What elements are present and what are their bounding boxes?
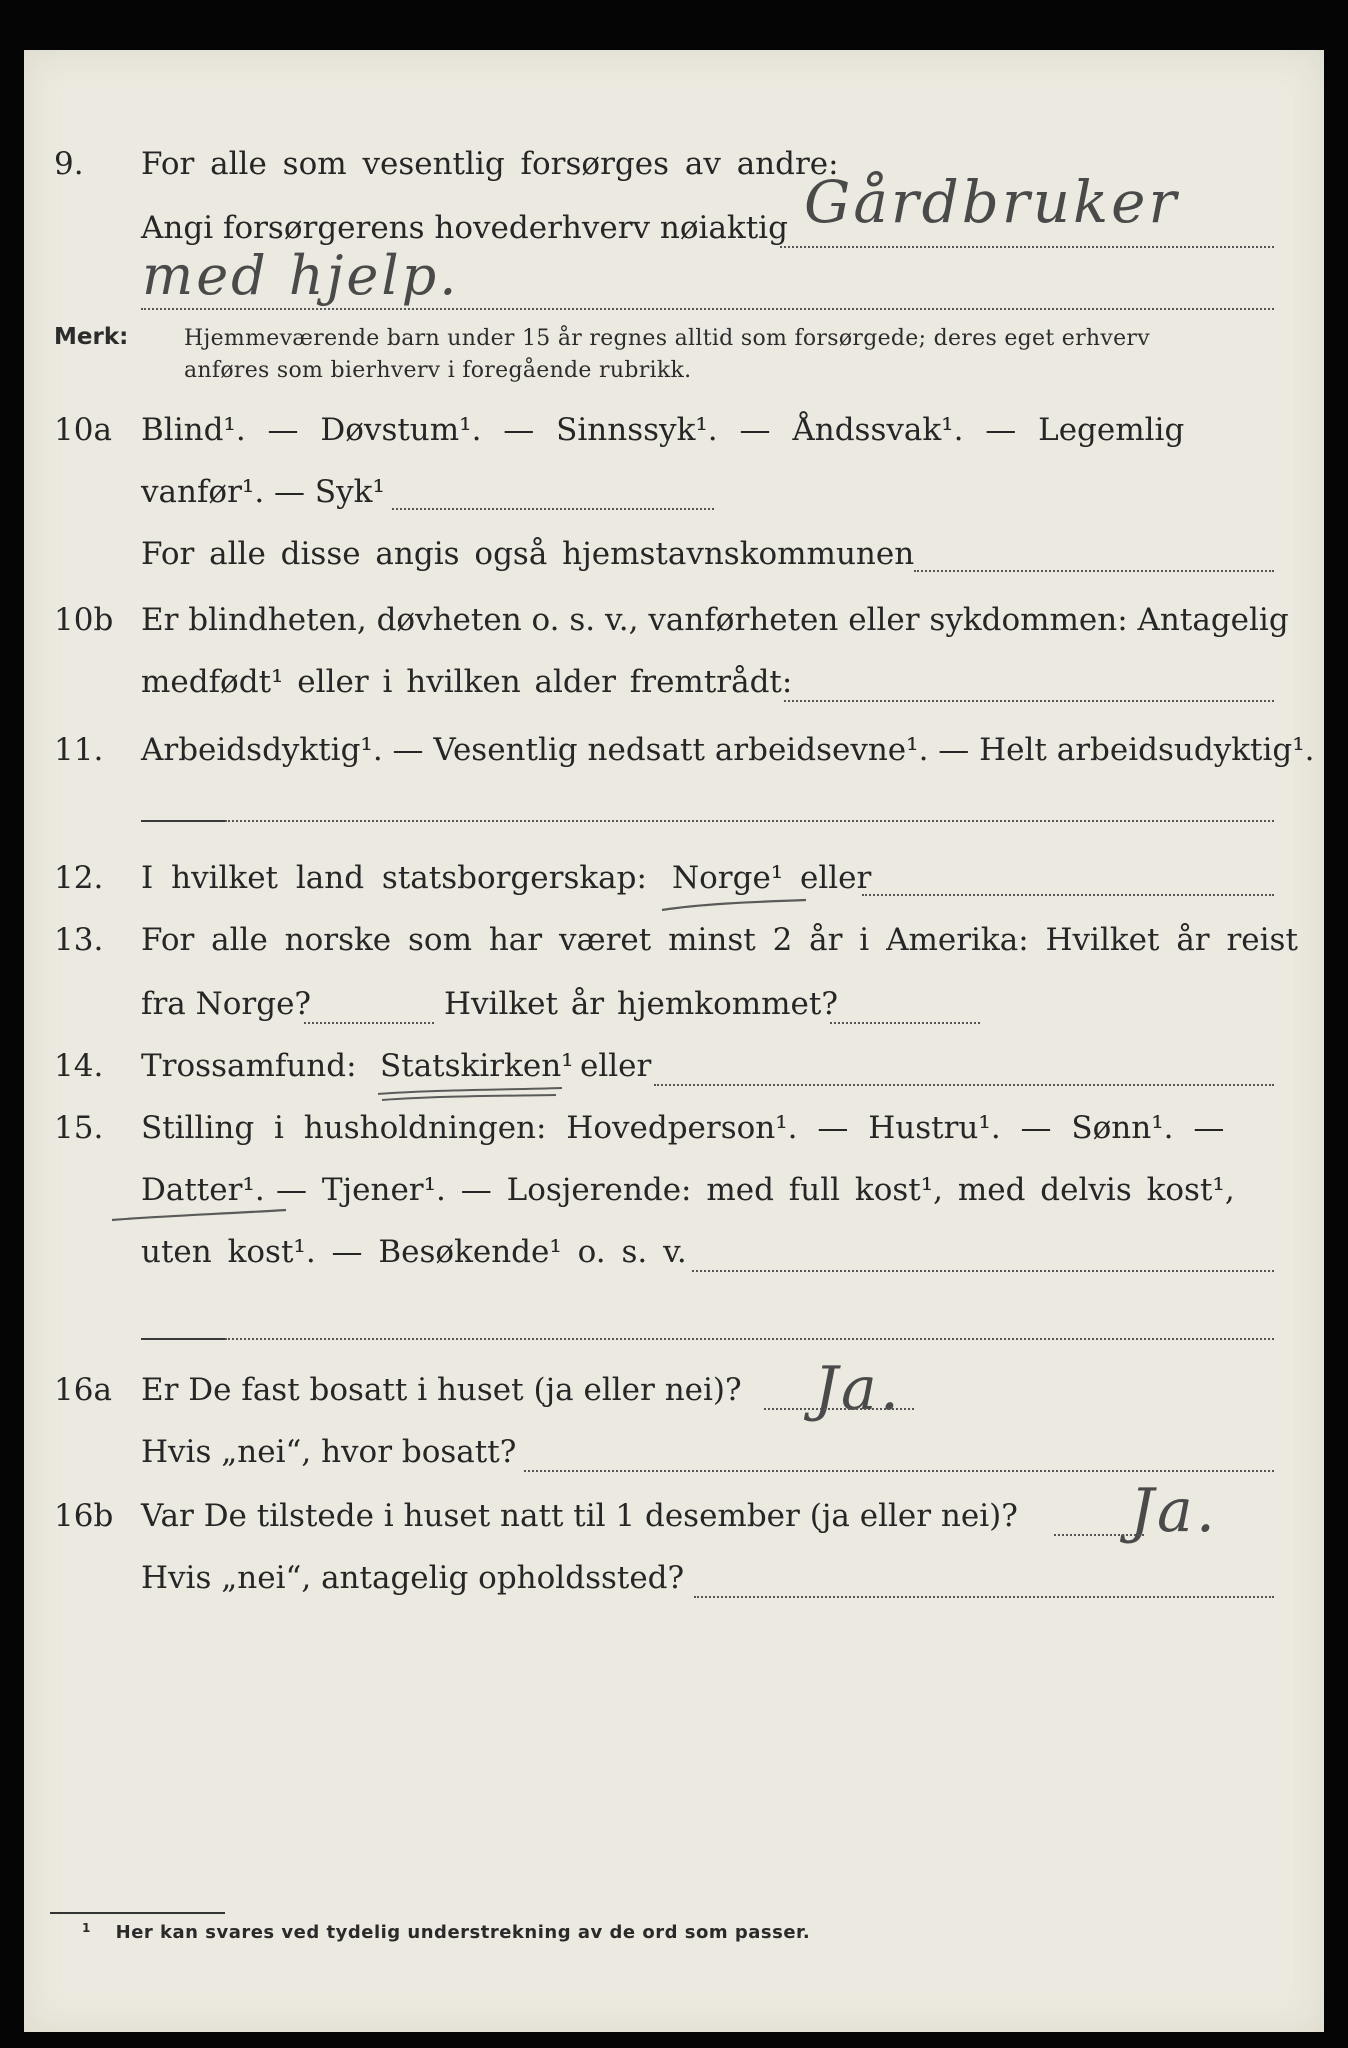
answer-line — [694, 1596, 1274, 1598]
answer-line — [654, 1084, 1274, 1086]
answer-line — [304, 1022, 434, 1024]
answer-line-start — [141, 820, 225, 822]
question-number: 13. — [54, 922, 104, 958]
question-text: For alle norske som har været minst 2 år i Amerika: Hvilket år reist — [141, 922, 1298, 958]
note-text: Hjemmeværende barn under 15 år regnes alltid som forsørgede; deres eget erhverv — [184, 326, 1150, 351]
question-text: Blind¹. — Døvstum¹. — Sinnssyk¹. — Åndssvak¹. — Legemlig — [141, 412, 1185, 448]
answer-line — [225, 1338, 1274, 1340]
question-text: Hvis „nei“, hvor bosatt? — [141, 1434, 517, 1470]
question-text: — Tjener¹. — Losjerende: med full kost¹, med delvis kost¹, — [276, 1172, 1235, 1208]
question-text: Stilling i husholdningen: Hovedperson¹. — Hustru¹. — Sønn¹. — — [141, 1110, 1225, 1146]
question-text: Angi forsørgerens hovederhverv nøiaktig — [141, 210, 788, 246]
question-10a-line-3 — [24, 536, 1324, 592]
question-11 — [24, 732, 1324, 788]
question-text: Hvilket år hjemkommet? — [444, 986, 838, 1022]
question-number: 10b — [54, 602, 114, 638]
census-form-page — [24, 50, 1324, 2032]
question-16a-line-2 — [24, 1434, 1324, 1490]
answer-line — [764, 1408, 914, 1410]
handwritten-answer-16b: Ja. — [1130, 1476, 1218, 1546]
answer-option-statskirken: Statskirken¹ — [380, 1048, 574, 1084]
question-number: 12. — [54, 860, 104, 896]
answer-option-datter: Datter¹. — [141, 1172, 265, 1208]
question-text: medfødt¹ eller i hvilken alder fremtrådt: — [141, 664, 793, 700]
question-text: Arbeidsdyktig¹. — Vesentlig nedsatt arbeidsevne¹. — Helt arbeidsudyktig¹. — [141, 732, 1315, 768]
question-15-line-3 — [24, 1234, 1324, 1290]
question-14 — [24, 1048, 1324, 1104]
question-text: uten kost¹. — Besøkende¹ o. s. v. — [141, 1234, 687, 1270]
question-10b-line-2 — [24, 664, 1324, 720]
answer-line — [784, 700, 1274, 702]
handwritten-answer-16a: Ja. — [814, 1354, 902, 1424]
answer-line — [141, 308, 1274, 310]
footnote-divider — [50, 1912, 225, 1914]
question-10a-line-2 — [24, 474, 1324, 530]
question-13-line-2 — [24, 986, 1324, 1042]
handwritten-answer-occupation-cont: med hjelp. — [142, 244, 460, 307]
answer-line — [830, 1022, 980, 1024]
pencil-underline-norge — [660, 896, 810, 916]
answer-line — [692, 1270, 1274, 1272]
answer-line — [392, 508, 714, 510]
note-label: Merk: — [54, 324, 129, 350]
question-text-suffix: eller — [800, 860, 872, 896]
answer-line — [780, 246, 1274, 248]
question-text: Trossamfund: — [141, 1048, 357, 1084]
question-number: 9. — [54, 146, 84, 182]
question-number: 16b — [54, 1498, 114, 1534]
question-text: vanfør¹. — Syk¹ — [141, 474, 385, 510]
question-16b-line-2 — [24, 1560, 1324, 1616]
footnote-mark: 1 — [82, 1921, 91, 1935]
answer-line — [225, 820, 1274, 822]
answer-line — [862, 894, 1274, 896]
question-number: 14. — [54, 1048, 104, 1084]
pencil-underline-datter — [110, 1206, 290, 1230]
question-text: fra Norge? — [141, 986, 312, 1022]
answer-option-norge: Norge¹ — [672, 860, 784, 896]
question-10b — [24, 602, 1324, 658]
question-10a — [24, 412, 1324, 468]
question-text: Er blindheten, døvheten o. s. v., vanførheten eller sykdommen: Antagelig — [141, 602, 1289, 638]
question-13 — [24, 922, 1324, 978]
question-text: Hvis „nei“, antagelig opholdssted? — [141, 1560, 685, 1596]
question-16a — [24, 1372, 1324, 1428]
question-text: Var De tilstede i huset natt til 1 desember (ja eller nei)? — [141, 1498, 1018, 1534]
question-text: I hvilket land statsborgerskap: — [141, 860, 647, 896]
question-15 — [24, 1110, 1324, 1166]
question-number: 11. — [54, 732, 104, 768]
answer-line — [524, 1470, 1274, 1472]
question-text-suffix: eller — [580, 1048, 652, 1084]
note-text: anføres som bierhverv i foregående rubrikk. — [184, 358, 692, 383]
question-number: 15. — [54, 1110, 104, 1146]
footnote — [82, 1922, 810, 1943]
answer-line — [1054, 1534, 1144, 1536]
footnote-text: Her kan svares ved tydelig understrekning av de ord som passer. — [115, 1922, 811, 1943]
question-text: For alle disse angis også hjemstavnskommunen — [141, 536, 915, 572]
question-number: 10a — [54, 412, 112, 448]
note-merk-line-2 — [24, 358, 1324, 414]
question-16b — [24, 1498, 1324, 1554]
question-text: For alle som vesentlig forsørges av andre: — [141, 146, 839, 182]
answer-line-start — [141, 1338, 225, 1340]
handwritten-answer-occupation: Gårdbruker — [804, 168, 1180, 236]
question-text: Er De fast bosatt i huset (ja eller nei)? — [141, 1372, 742, 1408]
pencil-underline-statskirken — [376, 1086, 566, 1106]
answer-line — [914, 570, 1274, 572]
question-number: 16a — [54, 1372, 112, 1408]
